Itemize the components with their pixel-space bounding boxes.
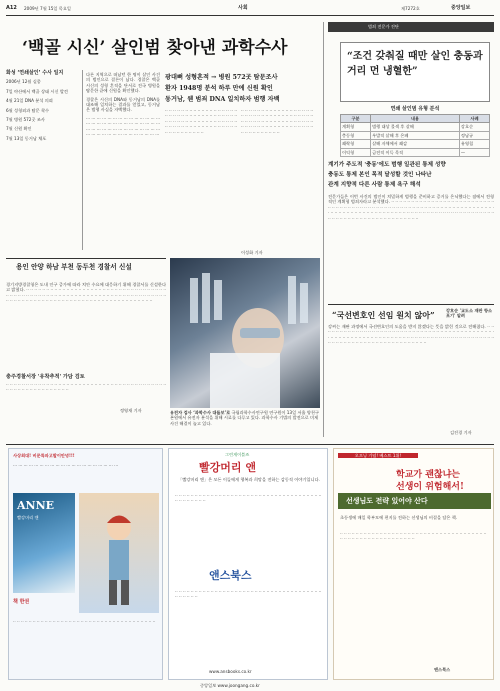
ad-center-title: 빨강머리 앤 [199, 461, 256, 474]
main-body-col1 [86, 72, 160, 248]
sidebar-list-item: 2006년 12월 실종 [6, 79, 41, 85]
center-divider [323, 22, 324, 437]
second-byline: 김진경 기자 [450, 430, 472, 435]
sidebar-index [6, 70, 80, 250]
right-kicker-bar [328, 22, 494, 32]
lower-subheadline: 충주경찰서장 '유착추적' 가담 검토 [6, 374, 85, 380]
footer: 중앙일보 www.joongang.co.kr [200, 683, 260, 688]
edition-number: 제7272호 [401, 6, 420, 11]
sidebar-list-item: 7월 13일 동거남 체포 [6, 135, 47, 141]
ad-right-badge: 오프닝 기념! 베스트 1위! [338, 453, 418, 458]
right-quote: “조건 갖춰질 때만 살인 충동과 거리 먼 냉혈한” [347, 51, 483, 77]
right-table [340, 114, 490, 157]
ad-right-headline-2: 선생이 위험해서! [396, 482, 464, 492]
pull-quote-2: 충동도 통제 본인 목적 달성할 것인 나타난 [328, 172, 432, 178]
ad-book[interactable] [8, 448, 163, 680]
ad-book-tag: 책 한권 [13, 599, 30, 605]
lower-byline: 정영재 기자 [120, 408, 142, 413]
main-body-2: 경찰은 시신의 DNA와 동거남의 DNA를 대조해 일치하는 결과를 얻었고, 동거남은 범행 사실을 자백했다. [86, 96, 160, 113]
right-table-cell: 범행 대상 물색 후 살해 [371, 123, 460, 131]
right-table-row [341, 148, 490, 156]
header-rule [6, 15, 494, 16]
right-table-title: 연쇄 살인범 유형 분석 [390, 106, 440, 112]
second-feature-rule [328, 304, 494, 305]
right-table-cell: 이익형 [341, 148, 371, 156]
main-body-filler-1: ··· ··· ··· ··· ··· ··· ··· ··· ··· ··· ··· ··· ··· ··· ··· ··· ··· ··· ··· ··· ··· ··· ··· ··· ··· ··· ··· ··· ··· ··· ··· ··· ··· ··· ··· ··· ··· ··· ··· ··· ··· ··· ··· ··· ··· ··· ··· ··· ··· ··· ··· ··· ··· ··· ··· ··· [86, 115, 160, 138]
photo-caption-title: 유전자 검사 ‘과학수사 대들보’로 [170, 410, 231, 415]
photo-caption-text: 국립과학수사연구원 연구원이 13일 서울 양천구 본원에서 유전자 분석을 위해 시료를 다루고 있다. 과학수사 기법의 발전으로 미제 사건 해결이 늘고 있다. [170, 410, 320, 426]
girl-illustration [79, 493, 159, 613]
right-pull-quotes [328, 160, 494, 190]
right-table-cell: — [459, 148, 489, 156]
ad-center-note: 「빨강머리 앤」은 모든 이들에게 행복과 희망을 전하는 감동적 이야기입니다. [178, 477, 320, 482]
right-body: 전문가들은 이번 사건의 범인이 치밀하게 범행을 준비하고 증거를 은닉했다는 점에서 전형적인 계획형 범죄자라고 분석했다. ·· ·· ·· ·· ·· ·· ·· ·· ·· ·· ·· ·· ·· ·· ·· ·· ·· ·· ·· ·· ·· ·· ·· ·· ·· ·· ·· ·· ·· ·· ·· ·· ·· ·· ·· ·· ·· ·· ·· ·· ·· ·· ·· ·· ·· ·· ·· ·· ·· ·· ·· ·· ·· ·· ·· ·· ·· ·· ·· ·· ·· ·· ·· ·· ·· ·· ·· ·· ·· ·· ·· ·· ·· ·· ·· ·· ·· ·· ·· ·· ·· ·· ·· ·· ·· ·· ·· ·· ·· ·· ·· ·· ·· ·· ·· ·· ·· ·· ·· ·· ·· ·· ·· ·· ·· ·· ·· ·· ·· ·· ·· ·· ·· ·· ·· ·· ·· ·· ·· ·· ·· ·· ·· ·· ·· ·· ·· ·· ·· ·· ·· ·· [328, 194, 494, 221]
right-table-body [341, 123, 490, 157]
ad-center-title2: 앤스북스 [209, 569, 252, 582]
lab-photo-illustration [170, 258, 320, 408]
right-table-header: 사례 [459, 115, 489, 123]
ad-book-cover [13, 493, 75, 593]
right-table-header: 내용 [371, 115, 460, 123]
issue-date: 2009년 7월 15일 목요일 [24, 6, 71, 11]
section-name: 사회 [238, 5, 248, 11]
right-table-cell: 충동형 [341, 131, 371, 139]
main-body-col2: ·· ·· ·· ·· ·· ·· ·· ·· ·· ·· ·· ·· ·· ·· ·· ·· ·· ·· ·· ·· ·· ·· ·· ·· ·· ·· ·· ·· ·· ·· ·· ·· ·· ·· ·· ·· ·· ·· ·· ·· ·· ·· ·· ·· ·· ·· ·· ·· ·· ·· ·· ·· ·· ·· ·· ·· ·· ·· ·· ·· ·· ·· ·· ·· ·· ·· ·· ·· ·· ·· ·· ·· ·· ·· ·· ·· ·· ·· ·· ·· ·· ·· [165, 108, 237, 135]
ad-center-list2: ·· ·· ·· ·· ·· ·· ·· ·· ·· ·· ·· ·· ·· ·· ·· ·· ·· ·· ·· ·· ·· ·· ·· ·· ·· ·· ·· ·· ·· ·· ·· ·· ·· ·· ·· ·· ·· ·· ·· ·· ·· ·· ·· [175, 589, 322, 600]
ad-right[interactable] [333, 448, 494, 680]
main-body-1: 다른 지역으로 떠났던 한 명이 살인 사건의 범인으로 결론이 났다. 경찰은 백골 시신의 성형 흔적을 단서로 전국 병원을 탐문한 끝에 신원을 확인했다. [86, 72, 160, 94]
right-body-text: 전문가들은 이번 사건의 범인이 치밀하게 범행을 준비하고 증거를 은닉했다는 점에서 전형적인 계획형 범죄자라고 분석했다. [328, 194, 494, 205]
ad-center-url[interactable]: www.ansbooks.co.kr [209, 669, 252, 674]
ad-book-illustration [79, 493, 159, 613]
ad-center-list: ·· ·· ·· ·· ·· ·· ·· ·· ·· ·· ·· ·· ·· ·· ·· ·· ·· ·· ·· ·· ·· ·· ·· ·· ·· ·· ·· ·· ·· ·· ·· ·· ·· ·· ·· ·· ·· ·· ·· ·· ·· ·· ·· ·· ·· [175, 493, 322, 504]
subhead-3: 동거남, 웬 범죄 DNA 일치하자 범행 자백 [165, 96, 280, 103]
second-side-note: 강호순 '교도소 재판 항소 포기' 알려 [446, 308, 493, 319]
main-byline: 이성화 기자 [241, 250, 263, 255]
ad-book-title: ANNE [17, 499, 55, 512]
right-table-cell: 살해 자체에서 쾌감 [371, 140, 460, 148]
ad-book-fineprint: ·· ·· ·· ·· ·· ·· ·· ·· ·· ·· ·· ·· ·· ·· ·· ·· ·· ·· ·· ·· ·· ·· ·· ·· ·· ·· ·· ·· ·· ·· ·· ·· ·· ·· ·· ·· [13, 619, 156, 624]
right-table-cell: 우발적 살해 후 은폐 [371, 131, 460, 139]
ad-right-fineprint: ·· ·· ·· ·· ·· ·· ·· ·· ·· ·· ·· ·· ·· ·· ·· ·· ·· ·· ·· ·· ·· ·· ·· ·· ·· ·· ·· ·· ·· ·· ·· ·· ·· ·· ·· ·· ·· ·· ·· ·· ·· ·· ·· ·· ·· ·· ·· ·· ·· ·· ·· ·· ·· ·· ·· ·· [340, 531, 487, 542]
main-body-col3: ·· ·· ·· ·· ·· ·· ·· ·· ·· ·· ·· ·· ·· ·· ·· ·· ·· ·· ·· ·· ·· ·· ·· ·· ·· ·· ·· ·· ·· ·· ·· ·· ·· ·· ·· ·· ·· ·· ·· ·· ·· ·· ·· ·· ·· ·· ·· ·· ·· ·· ·· ·· ·· ·· ·· ·· ·· ·· ·· ·· ·· ·· ·· ·· ·· ·· ·· ·· ·· ·· ·· ·· ·· ·· ·· ·· ·· ·· ·· ·· ·· ·· [241, 108, 313, 135]
right-table-cell: 쾌락형 [341, 140, 371, 148]
right-table-row [341, 140, 490, 148]
right-table-cell: 강호순 [459, 123, 489, 131]
page-code: A12 [6, 5, 17, 11]
ad-center[interactable] [168, 448, 328, 680]
lower-body-text: 경기지방경찰청은 도내 인구 증가에 따라 치안 수요에 대응하기 위해 경찰서를 신설한다고 밝혔다. [6, 282, 166, 293]
ad-book-subtitle: 빨강머리 앤 [17, 515, 39, 520]
right-table-row [341, 123, 490, 131]
sidebar-list [6, 79, 80, 141]
lower-headline: 용인 안양 하남 부천 동두천 경찰서 신설 [16, 263, 132, 271]
pull-quote-3: 관계 지향적 다른 사람 통제 욕구 해석 [328, 182, 421, 188]
sidebar-list-item: 4월 21일 DNA 분석 의뢰 [6, 98, 53, 104]
ad-book-copy: ··· ··· ··· ··· ··· ··· ··· ··· ··· ··· ··· ··· ··· ··· ··· ··· ··· ··· ··· ··· [13, 463, 119, 468]
ads-rule [6, 444, 494, 445]
right-table-row [341, 131, 490, 139]
lab-photo [170, 258, 320, 408]
lower-body: 경기지방경찰청은 도내 인구 증가에 따라 치안 수요에 대응하기 위해 경찰서를 신설한다고 밝혔다. ·· ·· ·· ·· ·· ·· ·· ·· ·· ·· ·· ·· ·· ·· ·· ·· ·· ·· ·· ·· ·· ·· ·· ·· ·· ·· ·· ·· ·· ·· ·· ·· ·· ·· ·· ·· ·· ·· ·· ·· ·· ·· ·· ·· ·· ·· ·· ·· ·· ·· ·· ·· ·· ·· ·· ·· ·· ·· ·· ·· ·· ·· ·· ·· ·· ·· ·· ·· ·· ·· ·· ·· ·· ·· ·· ·· ·· ·· ·· ·· ·· ·· ·· ·· ·· ·· ·· ·· ·· ·· ·· ·· ·· ·· ·· ·· ·· ·· ·· ·· ·· ·· ·· ·· ·· ·· ·· ·· ·· ·· ·· ·· [6, 282, 166, 304]
photo-caption [170, 410, 320, 440]
lower-body-2: ·· ·· ·· ·· ·· ·· ·· ·· ·· ·· ·· ·· ·· ·· ·· ·· ·· ·· ·· ·· ·· ·· ·· ·· ·· ·· ·· ·· ·· ·· ·· ·· ·· ·· ·· ·· ·· ·· ·· ·· ·· ·· ·· ·· ·· ·· ·· ·· ·· ·· ·· ·· ·· ·· ·· ·· [6, 382, 166, 393]
sidebar-list-item: 6월 성형외과 탐문 착수 [6, 107, 50, 113]
page-header [6, 3, 494, 15]
second-headline: “국선변호인 선임 원치 않아” [332, 310, 435, 320]
right-table-header: 구분 [341, 115, 371, 123]
quote-box [340, 42, 490, 102]
right-table-cell: 유영철 [459, 140, 489, 148]
ad-right-banner: 선생님도 전략 있어야 산다 [346, 497, 428, 505]
right-kicker: 범죄 전문가 진단 [368, 24, 399, 29]
main-subheads [165, 72, 320, 105]
sidebar-list-item: 7월 신원 확인 [6, 126, 32, 132]
paper-logo: 중앙일보 [451, 5, 471, 11]
pull-quote-1: 계기가 주도적 '충동'에도 범행 일관된 통제 성향 [328, 162, 446, 168]
ad-right-body: 초등생에 매일 학부모에 편지를 전하는 선생님의 비결을 담은 책. [340, 515, 458, 520]
main-headline: ‘백골 시신’ 살인범 찾아낸 과학수사 [22, 38, 288, 58]
right-table-cell: 금전적 이득 목적 [371, 148, 460, 156]
ad-center-brand: 그린게이블즈 [225, 452, 250, 457]
ad-right-publisher: 앤스북스 [434, 667, 451, 672]
ad-right-headline-1: 학교가 괜찮냐는 [396, 470, 460, 480]
sidebar-list-item: 7월 병원 572곳 조사 [6, 116, 45, 122]
right-table-cell: 정남규 [459, 131, 489, 139]
sidebar-list-item: 7일 야산에서 백골 상태 시신 발견 [6, 88, 68, 94]
sidebar-title: 화성 ‘연쇄살인’ 수사 일지 [6, 70, 64, 76]
lower-article-rule [6, 258, 166, 259]
sidebar-divider [82, 70, 83, 250]
subhead-2: 환자 1948명 분석 하루 만에 신원 확인 [165, 85, 273, 92]
second-body-text: 강씨는 재판 과정에서 국선변호인의 도움을 받지 않겠다는 뜻을 밝힌 것으로 전해졌다. [328, 324, 486, 329]
second-body: 강씨는 재판 과정에서 국선변호인의 도움을 받지 않겠다는 뜻을 밝힌 것으로 전해졌다. ·· ·· ·· ·· ·· ·· ·· ·· ·· ·· ·· ·· ·· ·· ·· ·· ·· ·· ·· ·· ·· ·· ·· ·· ·· ·· ·· ·· ·· ·· ·· ·· ·· ·· ·· ·· ·· ·· ·· ·· ·· ·· ·· ·· ·· ·· ·· ·· ·· ·· ·· ·· ·· ·· ·· ·· ·· ·· ·· ·· ·· ·· ·· ·· ·· ·· ·· ·· ·· ·· ·· ·· ·· ·· ·· ·· ·· ·· ·· ·· ·· ·· ·· ·· ·· ·· ·· ·· ·· ·· ·· ·· ·· ·· ·· ·· ·· ·· ·· ·· ·· ·· ·· ·· ·· ·· ·· ·· ·· ·· [328, 324, 494, 346]
ad-book-slogan: 사상최대! 비문특파고발이안녕!!! [13, 453, 75, 458]
subhead-1: 광대뼈 성형흔적 → 병원 572곳 탐문조사 [165, 74, 278, 81]
ad-right-banner-box [338, 493, 491, 509]
right-table-cell: 계획형 [341, 123, 371, 131]
right-table-header-row [341, 115, 490, 123]
